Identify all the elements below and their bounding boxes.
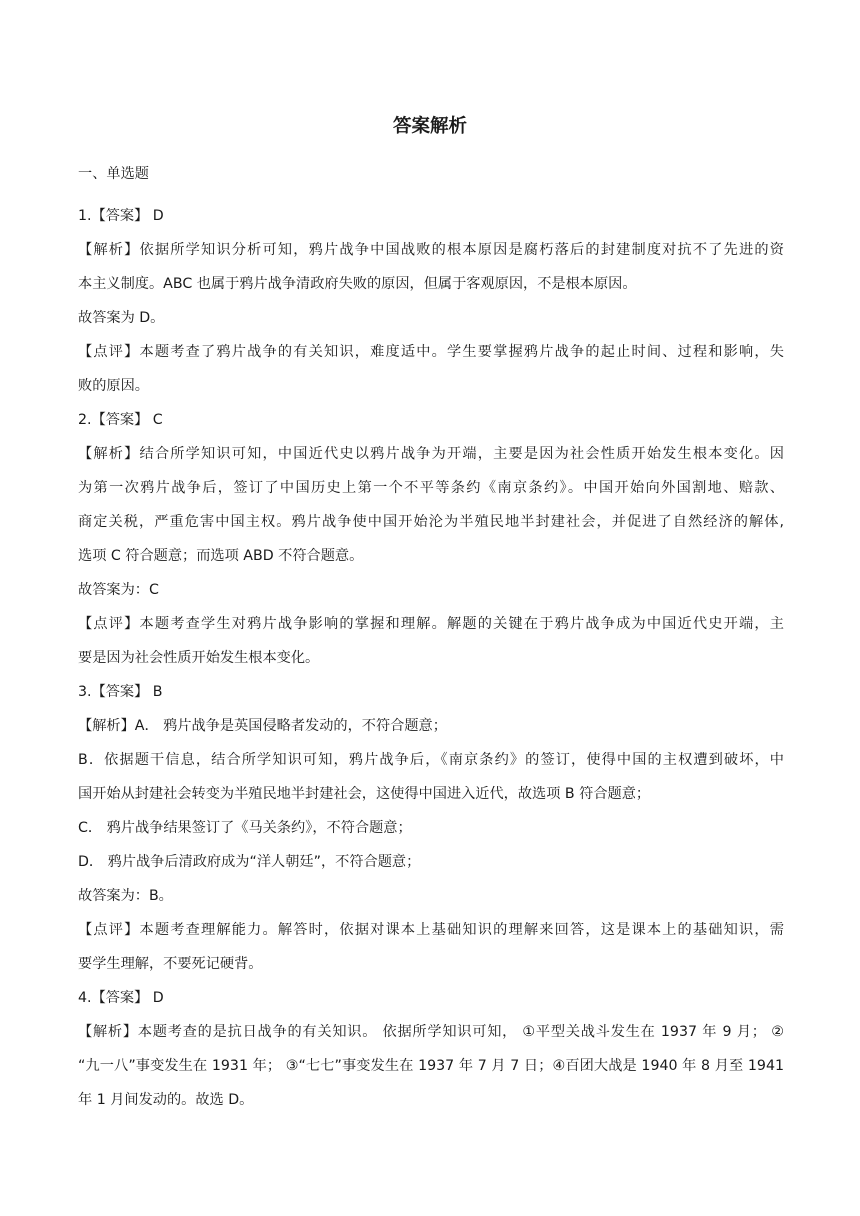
q3-conclusion: 故答案为：B。: [78, 888, 173, 904]
q2-comment-line: 【点评】本题考查学生对鸦片战争影响的掌握和理解。解题的关键在于鸦片战争成为中国近代史开端，主: [78, 616, 784, 632]
q2-analysis-line: 【解析】结合所学知识可知，中国近代史以鸦片战争为开端，主要是因为社会性质开始发生根本变化。因: [78, 446, 784, 462]
q2-analysis-line: 为第一次鸦片战争后，签订了中国历史上第一个不平等条约《南京条约》。中国开始向外国割地、赔款、: [78, 480, 784, 496]
q3-comment-line: 【点评】本题考查理解能力。解答时，依据对课本上基础知识的理解来回答，这是课本上的基础知识，需: [78, 922, 784, 938]
q2-analysis-line: 商定关税，严重危害中国主权。鸦片战争使中国开始沦为半殖民地半封建社会，并促进了自然经济的解体,: [78, 514, 784, 530]
q3-analysis-line: 【解析】A． 鸦片战争是英国侵略者发动的，不符合题意；: [78, 718, 447, 734]
q3-answer: 3.【答案】 B: [78, 684, 163, 700]
q2-comment-line: 要是因为社会性质开始发生根本变化。: [78, 650, 320, 666]
q2-answer: 2.【答案】 C: [78, 412, 163, 428]
q3-analysis-line: D． 鸦片战争后清政府成为“洋人朝廷”，不符合题意；: [78, 854, 421, 870]
q4-analysis-line: “九一八”事变发生在 1931 年； ③“七七”事变发生在 1937 年 7 月 7 日；④百团大战是 1940 年 8 月至 1941: [78, 1058, 784, 1074]
q4-analysis-line: 【解析】本题考查的是抗日战争的有关知识。 依据所学知识可知， ①平型关战斗发生在 1937 年 9 月； ②: [78, 1024, 784, 1040]
q2-analysis-line: 选项 C 符合题意；而选项 ABD 不符合题意。: [78, 548, 364, 564]
page-title: 答案解析: [392, 116, 467, 137]
q1-conclusion: 故答案为 D。: [78, 310, 165, 326]
q3-comment-line: 要学生理解，不要死记硬背。: [78, 956, 263, 972]
q1-analysis-line: 本主义制度。ABC 也属于鸦片战争清政府失败的原因，但属于客观原因，不是根本原因。: [78, 276, 637, 292]
q1-comment-line: 败的原因。: [78, 378, 149, 394]
q1-analysis-line: 【解析】依据所学知识分析可知，鸦片战争中国战败的根本原因是腐朽落后的封建制度对抗不了先进的资: [78, 242, 784, 258]
q3-analysis-line: C． 鸦片战争结果签订了《马关条约》，不符合题意；: [78, 820, 412, 836]
section-heading: 一、单选题: [78, 166, 149, 182]
q1-answer: 1.【答案】 D: [78, 208, 164, 224]
q4-answer: 4.【答案】 D: [78, 990, 164, 1006]
q3-analysis-line: B．依据题干信息，结合所学知识可知，鸦片战争后，《南京条约》的签订，使得中国的主权遭到破坏，中: [78, 752, 784, 768]
q3-analysis-line: 国开始从封建社会转变为半殖民地半封建社会，这使得中国进入近代，故选项 B 符合题意；: [78, 786, 651, 802]
q2-conclusion: 故答案为：C: [78, 582, 159, 598]
q4-analysis-line: 年 1 月间发动的。故选 D。: [78, 1092, 254, 1108]
q1-comment-line: 【点评】本题考查了鸦片战争的有关知识，难度适中。学生要掌握鸦片战争的起止时间、过程和影响，失: [78, 344, 784, 360]
